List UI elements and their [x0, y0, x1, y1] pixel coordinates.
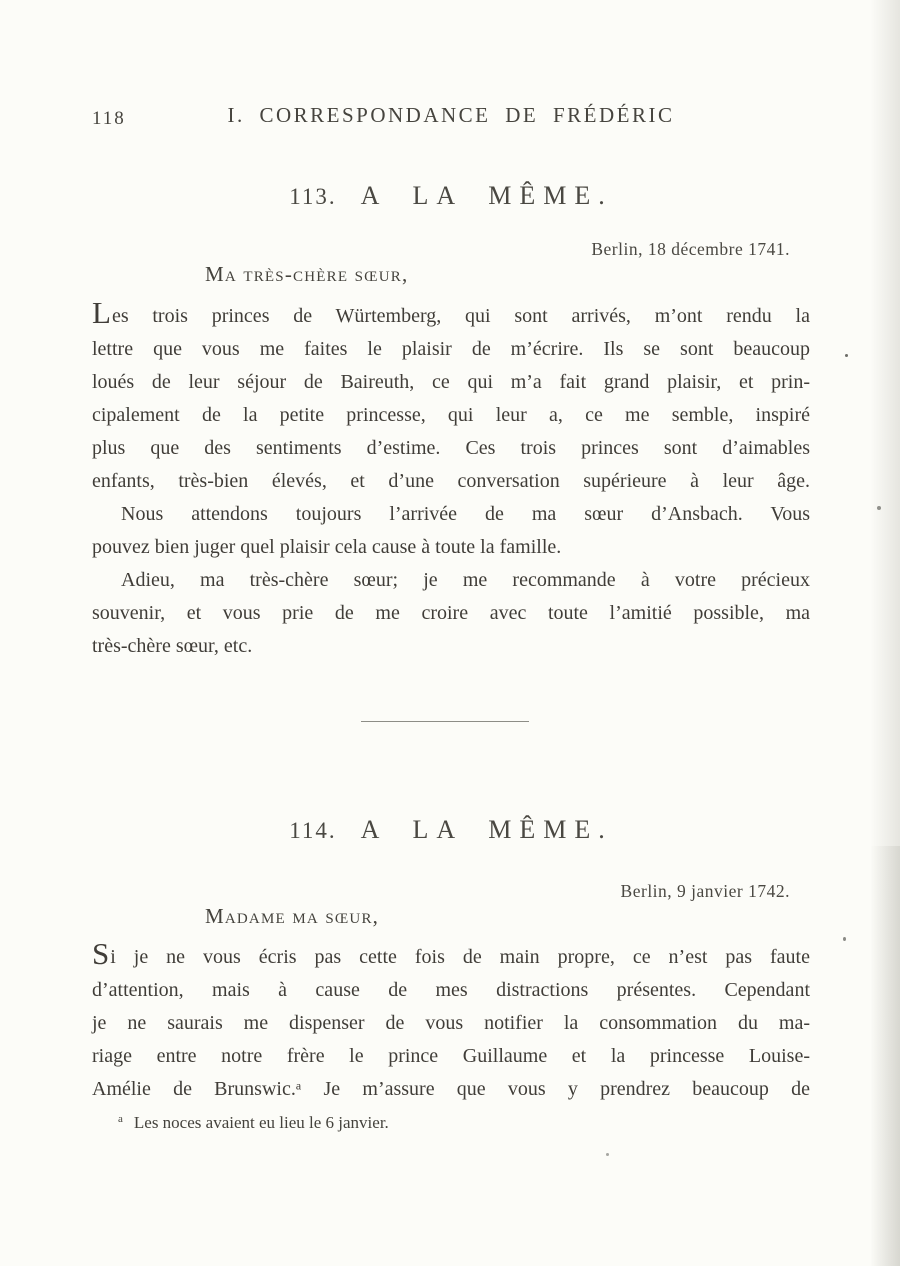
text-line: Si je ne vous écris pas cette fois de main propre, ce n’est pas faute — [92, 936, 810, 971]
text-line: très-chère sœur, etc. — [92, 635, 253, 657]
letter-body-114 — [92, 936, 810, 1106]
text-line: cipalement de la petite princesse, qui leur a, ce me semble, inspiré — [92, 404, 810, 426]
scan-speck — [843, 937, 846, 941]
text-line: lettre que vous me faites le plaisir de m’écrire. Ils se sont beaucoup — [92, 338, 810, 360]
letter-heading-113 — [92, 181, 810, 211]
text-line: loués de leur séjour de Baireuth, ce qui m’a fait grand plaisir, et prin- — [92, 371, 810, 393]
scan-speck — [606, 1153, 609, 1156]
dateline-114: Berlin, 9 janvier 1742. — [620, 881, 790, 901]
text-line: je ne saurais me dispenser de vous notifier la consommation du ma- — [92, 1012, 810, 1034]
text-line: riage entre notre frère le prince Guillaume et la princesse Louise- — [92, 1045, 810, 1067]
text-line: Nous attendons toujours l’arrivée de ma sœur d’Ansbach. Vous — [121, 503, 810, 525]
letter-number: 113. — [289, 184, 337, 209]
letter-body-113 — [92, 295, 810, 663]
paragraph — [92, 564, 810, 663]
salutation-113: Ma très-chère sœur, — [205, 262, 409, 286]
scan-speck — [845, 354, 848, 357]
salutation-114: Madame ma sœur, — [205, 904, 380, 928]
letter-title: A LA MÊME. — [360, 815, 613, 844]
text-line: Les trois princes de Würtemberg, qui sont arrivés, m’ont rendu la — [92, 295, 810, 330]
text-line: d’attention, mais à cause de mes distractions présentes. Cependant — [92, 979, 810, 1001]
text-line: enfants, très-bien élevés, et d’une conversation supérieure à leur âge. — [92, 470, 810, 492]
initial-capital: S — [92, 936, 111, 971]
text-line: plus que des sentiments d’estime. Ces trois princes sont d’aimables — [92, 437, 810, 459]
paragraph — [92, 936, 810, 1106]
letter-heading-114 — [92, 815, 810, 845]
letter-number: 114. — [289, 818, 337, 843]
text-line: Adieu, ma très-chère sœur; je me recommande à votre précieux — [121, 569, 810, 591]
page-number: 118 — [92, 108, 126, 129]
running-header: I. CORRESPONDANCE DE FRÉDÉRIC — [227, 103, 675, 127]
dateline-113: Berlin, 18 décembre 1741. — [591, 239, 790, 259]
text-line: pouvez bien juger quel plaisir cela cause à toute la famille. — [92, 536, 562, 558]
footnote-marker: a — [118, 1113, 123, 1125]
paragraph — [92, 295, 810, 498]
scan-edge-shadow — [870, 0, 900, 1266]
section-divider — [361, 721, 529, 722]
scan-edge-shadow-bottom — [870, 846, 900, 1266]
paragraph — [92, 498, 810, 564]
text-line: souvenir, et vous prie de me croire avec toute l’amitié possible, ma — [92, 602, 810, 624]
initial-capital: L — [92, 295, 112, 330]
text-line: Amélie de Brunswic.ᵃ Je m’assure que vous y prendrez beaucoup de — [92, 1078, 810, 1100]
footnote-text: Les noces avaient eu lieu le 6 janvier. — [133, 1113, 389, 1132]
scan-speck — [877, 506, 881, 510]
footnote — [118, 1113, 389, 1133]
letter-title: A LA MÊME. — [360, 181, 613, 210]
